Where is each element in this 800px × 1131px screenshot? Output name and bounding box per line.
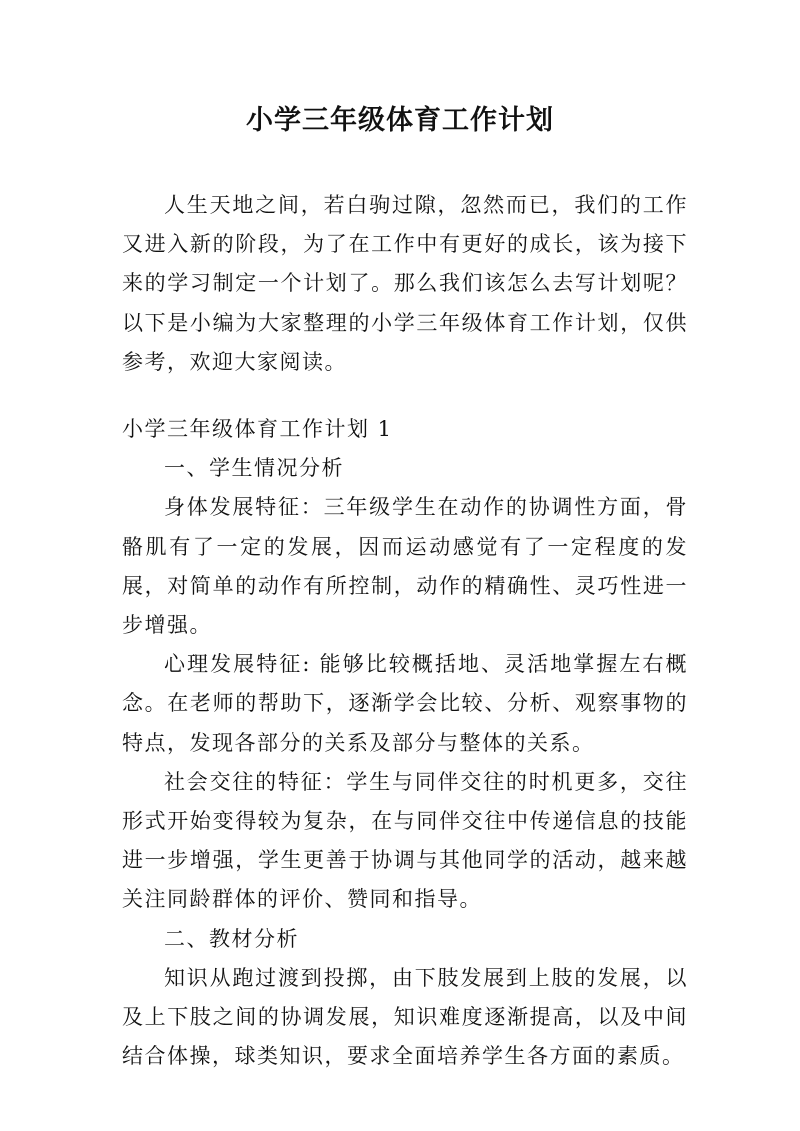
materials-paragraph: 知识从跑过渡到投掷，由下肢发展到上肢的发展，以及上下肢之间的协调发展，知识难度逐渐提高，以及中间结合体操，球类知识，要求全面培养学生各方面的素质。	[122, 965, 688, 1069]
plan-body	[122, 410, 688, 1076]
section-heading-materials-analysis: 二、教材分析	[164, 926, 299, 951]
section-heading-student-analysis: 一、学生情况分析	[164, 456, 344, 481]
document-title: 小学三年级体育工作计划	[246, 105, 554, 136]
plan-heading: 小学三年级体育工作计划 1	[122, 417, 393, 441]
intro-block	[122, 186, 688, 382]
intro-paragraph: 人生天地之间，若白驹过隙，忽然而已，我们的工作又进入新的阶段，为了在工作中有更好的成长，该为接下来的学习制定一个计划了。那么我们该怎么去写计划呢？以下是小编为大家整理的小学三年级体育工作计划，仅供参考，欢迎大家阅读。	[122, 193, 688, 374]
psychological-development-paragraph: 心理发展特征: 能够比较概括地、灵活地掌握左右概念。在老师的帮助下，逐渐学会比较、分析、观察事物的特点，发现各部分的关系及部分与整体的关系。	[122, 652, 688, 755]
physical-development-paragraph: 身体发展特征：三年级学生在动作的协调性方面，骨骼肌有了一定的发展，因而运动感觉有了一定程度的发展，对简单的动作有所控制，动作的精确性、灵巧性进一步增强。	[122, 495, 688, 638]
social-development-paragraph: 社会交往的特征：学生与同伴交往的时机更多，交往形式开始变得较为复杂，在与同伴交往中传递信息的技能进一步增强，学生更善于协调与其他同学的活动，越来越关注同龄群体的评价、赞同和指导。	[122, 769, 688, 912]
